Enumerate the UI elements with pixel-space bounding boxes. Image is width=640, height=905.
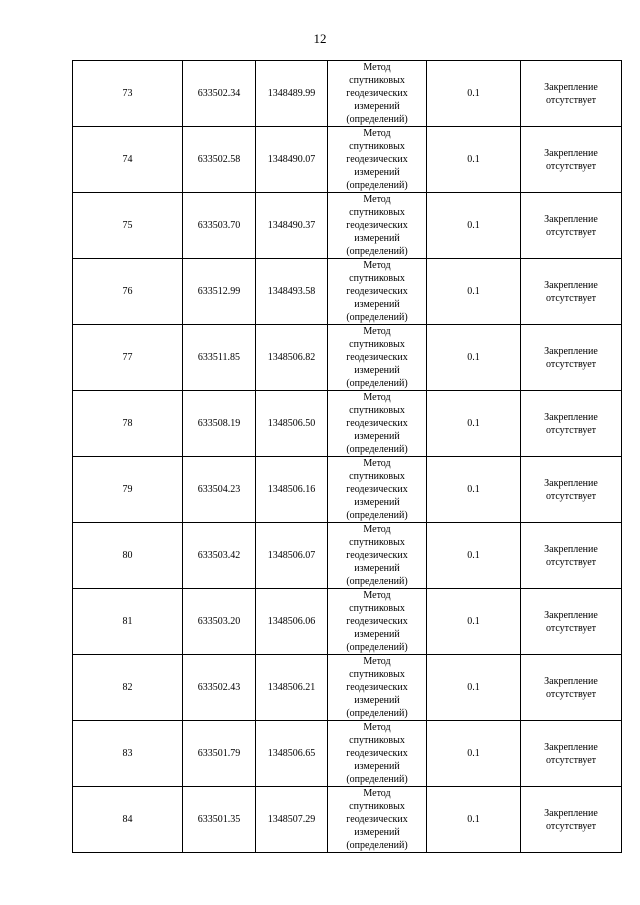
method-cell (328, 325, 427, 391)
method-cell-line: геодезических (346, 616, 408, 627)
method-cell-line: геодезических (346, 550, 408, 561)
table-row (73, 127, 622, 193)
method-cell-line: Метод (363, 194, 391, 205)
x-coordinate-cell: 633503.70 (183, 193, 256, 259)
method-cell-line: спутниковых (349, 537, 405, 548)
point-number-cell: 82 (73, 655, 183, 721)
point-number-cell: 81 (73, 589, 183, 655)
method-cell (328, 589, 427, 655)
accuracy-cell: 0.1 (427, 523, 521, 589)
method-cell-line: Метод (363, 788, 391, 799)
method-cell-line: Метод (363, 458, 391, 469)
method-cell-line: спутниковых (349, 603, 405, 614)
method-cell-line: (определений) (346, 246, 408, 257)
fixation-cell-line: отсутствует (545, 820, 597, 832)
fixation-cell (521, 193, 622, 259)
table-row (73, 391, 622, 457)
method-cell-line: измерений (354, 695, 400, 706)
fixation-cell-line: Закрепление (544, 741, 598, 753)
method-cell-line: спутниковых (349, 405, 405, 416)
method-cell-line: Метод (363, 260, 391, 271)
fixation-cell-line: отсутствует (545, 358, 597, 370)
point-number-cell: 76 (73, 259, 183, 325)
method-cell-line: спутниковых (349, 207, 405, 218)
method-cell (328, 655, 427, 721)
point-number-cell: 78 (73, 391, 183, 457)
method-cell (328, 61, 427, 127)
fixation-cell-line: отсутствует (545, 622, 597, 634)
point-number-cell: 77 (73, 325, 183, 391)
fixation-cell-line: Закрепление (544, 213, 598, 225)
method-cell-line: измерений (354, 431, 400, 442)
method-cell-line: (определений) (346, 312, 408, 323)
method-cell-line: измерений (354, 827, 400, 838)
table-row (73, 655, 622, 721)
fixation-cell (521, 787, 622, 853)
y-coordinate-cell: 1348506.21 (256, 655, 328, 721)
point-number-cell: 79 (73, 457, 183, 523)
accuracy-cell: 0.1 (427, 193, 521, 259)
method-cell-line: спутниковых (349, 339, 405, 350)
table-row (73, 589, 622, 655)
coordinates-table (72, 60, 622, 853)
y-coordinate-cell: 1348489.99 (256, 61, 328, 127)
method-cell-line: измерений (354, 233, 400, 244)
accuracy-cell: 0.1 (427, 721, 521, 787)
y-coordinate-cell: 1348506.07 (256, 523, 328, 589)
method-cell-line: измерений (354, 563, 400, 574)
method-cell-line: Метод (363, 722, 391, 733)
y-coordinate-cell: 1348507.29 (256, 787, 328, 853)
accuracy-cell: 0.1 (427, 61, 521, 127)
y-coordinate-cell: 1348493.58 (256, 259, 328, 325)
accuracy-cell: 0.1 (427, 787, 521, 853)
method-cell (328, 259, 427, 325)
method-cell-line: спутниковых (349, 273, 405, 284)
method-cell-line: геодезических (346, 814, 408, 825)
accuracy-cell: 0.1 (427, 259, 521, 325)
method-cell-line: Метод (363, 656, 391, 667)
table-row (73, 523, 622, 589)
method-cell-line: Метод (363, 590, 391, 601)
method-cell-line: Метод (363, 392, 391, 403)
fixation-cell-line: отсутствует (545, 490, 597, 502)
method-cell-line: спутниковых (349, 735, 405, 746)
y-coordinate-cell: 1348506.16 (256, 457, 328, 523)
fixation-cell-line: Закрепление (544, 279, 598, 291)
method-cell-line: (определений) (346, 510, 408, 521)
x-coordinate-cell: 633501.35 (183, 787, 256, 853)
method-cell-line: спутниковых (349, 801, 405, 812)
table-row (73, 721, 622, 787)
point-number-cell: 83 (73, 721, 183, 787)
x-coordinate-cell: 633512.99 (183, 259, 256, 325)
method-cell-line: (определений) (346, 708, 408, 719)
method-cell-line: измерений (354, 299, 400, 310)
accuracy-cell: 0.1 (427, 457, 521, 523)
fixation-cell-line: отсутствует (545, 424, 597, 436)
table-row (73, 325, 622, 391)
point-number-cell: 75 (73, 193, 183, 259)
accuracy-cell: 0.1 (427, 589, 521, 655)
table-row (73, 193, 622, 259)
fixation-cell-line: отсутствует (545, 556, 597, 568)
method-cell-line: (определений) (346, 444, 408, 455)
y-coordinate-cell: 1348506.06 (256, 589, 328, 655)
method-cell-line: спутниковых (349, 669, 405, 680)
method-cell-line: (определений) (346, 642, 408, 653)
fixation-cell-line: Закрепление (544, 543, 598, 555)
fixation-cell-line: Закрепление (544, 81, 598, 93)
method-cell-line: геодезических (346, 352, 408, 363)
method-cell-line: Метод (363, 524, 391, 535)
x-coordinate-cell: 633502.34 (183, 61, 256, 127)
fixation-cell-line: Закрепление (544, 147, 598, 159)
y-coordinate-cell: 1348490.37 (256, 193, 328, 259)
method-cell-line: измерений (354, 497, 400, 508)
method-cell-line: (определений) (346, 774, 408, 785)
x-coordinate-cell: 633504.23 (183, 457, 256, 523)
fixation-cell-line: Закрепление (544, 675, 598, 687)
y-coordinate-cell: 1348490.07 (256, 127, 328, 193)
method-cell-line: измерений (354, 101, 400, 112)
y-coordinate-cell: 1348506.82 (256, 325, 328, 391)
table-row (73, 457, 622, 523)
fixation-cell (521, 589, 622, 655)
fixation-cell (521, 127, 622, 193)
fixation-cell-line: отсутствует (545, 226, 597, 238)
fixation-cell-line: Закрепление (544, 411, 598, 423)
fixation-cell-line: отсутствует (545, 688, 597, 700)
fixation-cell (521, 523, 622, 589)
method-cell (328, 127, 427, 193)
x-coordinate-cell: 633502.58 (183, 127, 256, 193)
fixation-cell-line: Закрепление (544, 477, 598, 489)
method-cell-line: геодезических (346, 484, 408, 495)
method-cell-line: геодезических (346, 220, 408, 231)
fixation-cell (521, 325, 622, 391)
method-cell-line: геодезических (346, 88, 408, 99)
method-cell (328, 721, 427, 787)
method-cell-line: измерений (354, 761, 400, 772)
method-cell-line: (определений) (346, 576, 408, 587)
page-number: 12 (313, 31, 327, 46)
method-cell (328, 523, 427, 589)
fixation-cell-line: отсутствует (545, 754, 597, 766)
x-coordinate-cell: 633511.85 (183, 325, 256, 391)
y-coordinate-cell: 1348506.65 (256, 721, 328, 787)
x-coordinate-cell: 633501.79 (183, 721, 256, 787)
method-cell-line: спутниковых (349, 141, 405, 152)
y-coordinate-cell: 1348506.50 (256, 391, 328, 457)
point-number-cell: 84 (73, 787, 183, 853)
fixation-cell-line: Закрепление (544, 807, 598, 819)
accuracy-cell: 0.1 (427, 655, 521, 721)
fixation-cell (521, 391, 622, 457)
method-cell-line: (определений) (346, 114, 408, 125)
method-cell-line: (определений) (346, 378, 408, 389)
method-cell-line: измерений (354, 167, 400, 178)
fixation-cell-line: Закрепление (544, 345, 598, 357)
fixation-cell (521, 655, 622, 721)
fixation-cell-line: отсутствует (545, 292, 597, 304)
method-cell-line: измерений (354, 365, 400, 376)
point-number-cell: 80 (73, 523, 183, 589)
table-row (73, 61, 622, 127)
method-cell-line: Метод (363, 326, 391, 337)
method-cell-line: измерений (354, 629, 400, 640)
fixation-cell (521, 457, 622, 523)
method-cell-line: геодезических (346, 748, 408, 759)
x-coordinate-cell: 633503.20 (183, 589, 256, 655)
method-cell-line: спутниковых (349, 75, 405, 86)
coordinates-table-body (73, 61, 622, 853)
method-cell (328, 457, 427, 523)
method-cell (328, 391, 427, 457)
fixation-cell (521, 61, 622, 127)
x-coordinate-cell: 633502.43 (183, 655, 256, 721)
table-row (73, 259, 622, 325)
fixation-cell-line: отсутствует (545, 94, 597, 106)
fixation-cell-line: Закрепление (544, 609, 598, 621)
method-cell-line: Метод (363, 62, 391, 73)
table-row (73, 787, 622, 853)
point-number-cell: 73 (73, 61, 183, 127)
method-cell-line: Метод (363, 128, 391, 139)
method-cell-line: спутниковых (349, 471, 405, 482)
fixation-cell (521, 259, 622, 325)
method-cell-line: геодезических (346, 418, 408, 429)
accuracy-cell: 0.1 (427, 391, 521, 457)
method-cell-line: (определений) (346, 180, 408, 191)
x-coordinate-cell: 633503.42 (183, 523, 256, 589)
method-cell-line: геодезических (346, 682, 408, 693)
method-cell-line: геодезических (346, 154, 408, 165)
accuracy-cell: 0.1 (427, 127, 521, 193)
method-cell-line: (определений) (346, 840, 408, 851)
method-cell (328, 193, 427, 259)
point-number-cell: 74 (73, 127, 183, 193)
method-cell (328, 787, 427, 853)
accuracy-cell: 0.1 (427, 325, 521, 391)
fixation-cell (521, 721, 622, 787)
fixation-cell-line: отсутствует (545, 160, 597, 172)
method-cell-line: геодезических (346, 286, 408, 297)
x-coordinate-cell: 633508.19 (183, 391, 256, 457)
